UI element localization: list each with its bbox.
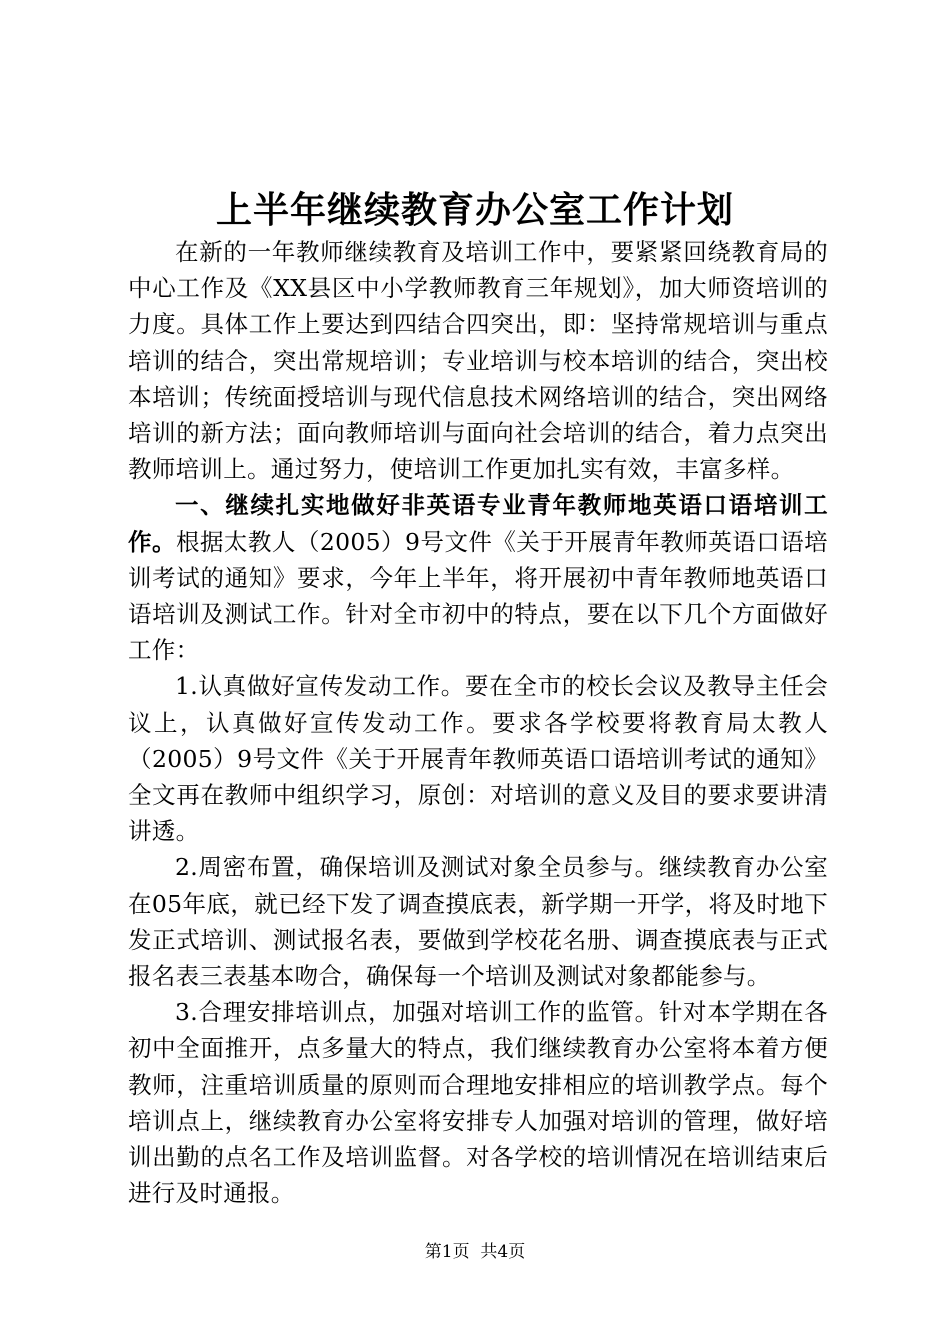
paragraph-item-1 bbox=[128, 668, 828, 849]
paragraph-text: 3.合理安排培训点，加强对培训工作的监管。针对本学期在各初中全面推开，点多量大的特点，我们继续教育办公室将本着方便教师，注重培训质量的原则而合理地安排相应的培训教学点。每个培训点上，继续教育办公室将安排专人加强对培训的管理，做好培训出勤的点名工作及培训监督。对各学校的培训情况在培训结束后进行及时通报。 bbox=[128, 998, 828, 1208]
paragraph-text: 1.认真做好宣传发动工作。要在全市的校长会议及教导主任会议上，认真做好宣传发动工作。要求各学校要将教育局太教人（2005）9号文件《关于开展青年教师英语口语培训考试的通知》全文再在教师中组织学习，原创：对培训的意义及目的要求要讲清讲透。 bbox=[128, 672, 828, 846]
paragraph-item-3 bbox=[128, 994, 828, 1211]
section-heading: 一、继续扎实地做好非英语专业青年教师地英语口语培训工作。 bbox=[128, 491, 828, 556]
paragraph-text: 2.周密布置，确保培训及测试对象全员参与。继续教育办公室在05年底，就已经下发了调查摸底表，新学期一开学，将及时地下发正式培训、测试报名表，要做到学校花名册、调查摸底表与正式报名表三表基本吻合，确保每一个培训及测试对象都能参与。 bbox=[128, 853, 828, 991]
paragraph-text: 在新的一年教师继续教育及培训工作中，要紧紧回绕教育局的中心工作及《XX县区中小学教师教育三年规划》，加大师资培训的力度。具体工作上要达到四结合四突出，即：坚持常规培训与重点培训的结合，突出常规培训；专业培训与校本培训的结合，突出校本培训；传统面授培训与现代信息技术网络培训的结合，突出网络培训的新方法；面向教师培训与面向社会培训的结合，着力点突出教师培训上。通过努力，使培训工作更加扎实有效，丰富多样。 bbox=[128, 238, 828, 484]
paragraph-text: 根据太教人（2005）9号文件《关于开展青年教师英语口语培训考试的通知》要求，今年上半年，将开展初中青年教师地英语口语培训及测试工作。针对全市初中的特点，要在以下几个方面做好工作： bbox=[128, 527, 828, 665]
paragraph-section-one bbox=[128, 487, 828, 668]
paragraph-item-2 bbox=[128, 849, 828, 994]
page-footer bbox=[0, 1240, 950, 1264]
document-body bbox=[128, 234, 828, 1211]
paragraph-intro bbox=[128, 234, 828, 487]
document-title: 上半年继续教育办公室工作计划 bbox=[215, 189, 734, 231]
page-number: 第1页 共4页 bbox=[424, 1242, 526, 1262]
